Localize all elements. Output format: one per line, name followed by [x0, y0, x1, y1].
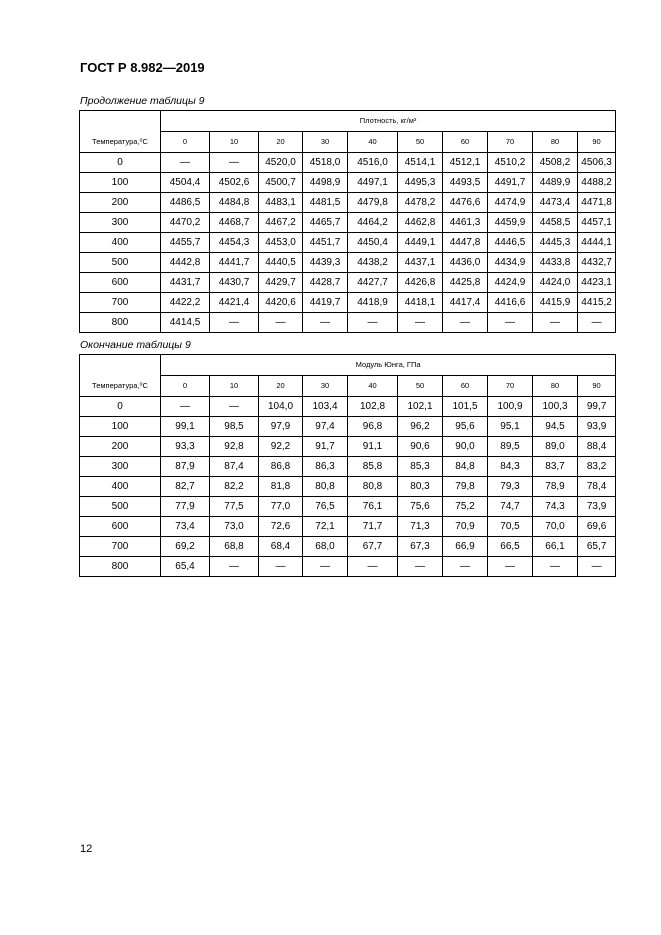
- table-row: [80, 417, 616, 437]
- value-cell: —: [443, 557, 488, 577]
- value-cell: 4502,6: [210, 173, 259, 193]
- row-temperature-cell: 600: [80, 517, 161, 537]
- value-cell: —: [259, 557, 303, 577]
- value-cell: 99,1: [161, 417, 210, 437]
- table-row: [80, 437, 616, 457]
- table-row: [80, 457, 616, 477]
- row-temperature-cell: 200: [80, 437, 161, 457]
- value-cell: 4421,4: [210, 293, 259, 313]
- row-temperature-cell: 400: [80, 233, 161, 253]
- value-cell: 71,7: [348, 517, 398, 537]
- value-cell: 95,6: [443, 417, 488, 437]
- value-cell: 4489,9: [533, 173, 578, 193]
- value-cell: 78,4: [578, 477, 616, 497]
- table-row: [80, 293, 616, 313]
- value-cell: 4484,8: [210, 193, 259, 213]
- column-header: 50: [398, 132, 443, 153]
- value-cell: —: [210, 153, 259, 173]
- value-cell: 91,1: [348, 437, 398, 457]
- column-header-row: [80, 132, 616, 153]
- value-cell: 4420,6: [259, 293, 303, 313]
- value-cell: 4427,7: [348, 273, 398, 293]
- table-row: [80, 497, 616, 517]
- value-cell: 83,2: [578, 457, 616, 477]
- density-table: [79, 110, 616, 333]
- value-cell: 4470,2: [161, 213, 210, 233]
- column-header: 20: [259, 132, 303, 153]
- value-cell: 4481,5: [303, 193, 348, 213]
- value-cell: 101,5: [443, 397, 488, 417]
- row-temperature-cell: 100: [80, 173, 161, 193]
- value-cell: 73,9: [578, 497, 616, 517]
- value-cell: 4474,9: [488, 193, 533, 213]
- column-header: 60: [443, 376, 488, 397]
- value-cell: 4442,8: [161, 253, 210, 273]
- row-temperature-cell: 800: [80, 313, 161, 333]
- value-cell: 4478,2: [398, 193, 443, 213]
- value-cell: 66,5: [488, 537, 533, 557]
- value-cell: 4431,7: [161, 273, 210, 293]
- value-cell: 4453,0: [259, 233, 303, 253]
- value-cell: 4457,1: [578, 213, 616, 233]
- value-cell: —: [210, 313, 259, 333]
- value-cell: 75,6: [398, 497, 443, 517]
- row-temperature-cell: 0: [80, 397, 161, 417]
- value-cell: 86,3: [303, 457, 348, 477]
- value-cell: 72,1: [303, 517, 348, 537]
- header-row: [80, 355, 616, 376]
- value-cell: 4439,3: [303, 253, 348, 273]
- value-cell: 70,0: [533, 517, 578, 537]
- column-header: 20: [259, 376, 303, 397]
- value-cell: —: [161, 397, 210, 417]
- value-cell: 4455,7: [161, 233, 210, 253]
- value-cell: 87,9: [161, 457, 210, 477]
- value-cell: 82,7: [161, 477, 210, 497]
- value-cell: 79,8: [443, 477, 488, 497]
- table-row: [80, 273, 616, 293]
- value-cell: 79,3: [488, 477, 533, 497]
- value-cell: 100,9: [488, 397, 533, 417]
- value-cell: 74,3: [533, 497, 578, 517]
- value-cell: 4414,5: [161, 313, 210, 333]
- value-cell: 94,5: [533, 417, 578, 437]
- value-cell: 4429,7: [259, 273, 303, 293]
- value-cell: 83,7: [533, 457, 578, 477]
- value-cell: 4417,4: [443, 293, 488, 313]
- value-cell: 4479,8: [348, 193, 398, 213]
- value-cell: 4483,1: [259, 193, 303, 213]
- value-cell: —: [398, 313, 443, 333]
- value-cell: 4423,1: [578, 273, 616, 293]
- value-cell: 4491,7: [488, 173, 533, 193]
- value-cell: 4495,3: [398, 173, 443, 193]
- column-header: 50: [398, 376, 443, 397]
- value-cell: 97,4: [303, 417, 348, 437]
- column-header: 60: [443, 132, 488, 153]
- value-cell: 90,0: [443, 437, 488, 457]
- row-temperature-cell: 600: [80, 273, 161, 293]
- document-header: ГОСТ Р 8.982—2019: [80, 60, 205, 75]
- value-cell: 104,0: [259, 397, 303, 417]
- value-cell: 4504,4: [161, 173, 210, 193]
- value-cell: 87,4: [210, 457, 259, 477]
- table-row: [80, 173, 616, 193]
- value-cell: —: [259, 313, 303, 333]
- value-cell: 4512,1: [443, 153, 488, 173]
- value-cell: —: [533, 313, 578, 333]
- value-cell: 67,3: [398, 537, 443, 557]
- value-cell: 103,4: [303, 397, 348, 417]
- value-cell: —: [578, 313, 616, 333]
- value-cell: 4516,0: [348, 153, 398, 173]
- row-temperature-cell: 700: [80, 293, 161, 313]
- table-row: [80, 477, 616, 497]
- value-cell: 4446,5: [488, 233, 533, 253]
- table-row: [80, 397, 616, 417]
- column-header: 90: [578, 132, 616, 153]
- value-cell: 66,9: [443, 537, 488, 557]
- table-row: [80, 517, 616, 537]
- column-header: 80: [533, 132, 578, 153]
- value-cell: 95,1: [488, 417, 533, 437]
- column-header: 80: [533, 376, 578, 397]
- value-cell: 4437,1: [398, 253, 443, 273]
- table-row: [80, 313, 616, 333]
- value-cell: 102,8: [348, 397, 398, 417]
- value-cell: 4418,9: [348, 293, 398, 313]
- value-cell: 4520,0: [259, 153, 303, 173]
- value-cell: 4464,2: [348, 213, 398, 233]
- column-header: 10: [210, 132, 259, 153]
- value-cell: 4459,9: [488, 213, 533, 233]
- column-header: 10: [210, 376, 259, 397]
- value-cell: 4467,2: [259, 213, 303, 233]
- value-cell: 4440,5: [259, 253, 303, 273]
- row-temperature-cell: 500: [80, 497, 161, 517]
- value-cell: —: [398, 557, 443, 577]
- value-cell: 91,7: [303, 437, 348, 457]
- value-cell: 65,7: [578, 537, 616, 557]
- value-cell: 4497,1: [348, 173, 398, 193]
- value-cell: 4468,7: [210, 213, 259, 233]
- value-cell: 96,2: [398, 417, 443, 437]
- column-header: 90: [578, 376, 616, 397]
- value-cell: 4441,7: [210, 253, 259, 273]
- value-cell: 4418,1: [398, 293, 443, 313]
- value-cell: —: [578, 557, 616, 577]
- value-cell: 4510,2: [488, 153, 533, 173]
- page-number: 12: [80, 843, 93, 855]
- value-cell: —: [348, 557, 398, 577]
- table-caption-density: Продолжение таблицы 9: [80, 95, 205, 107]
- value-cell: 93,9: [578, 417, 616, 437]
- temperature-header: Температура,⁰С: [80, 376, 161, 397]
- value-cell: 76,5: [303, 497, 348, 517]
- value-cell: 4419,7: [303, 293, 348, 313]
- value-cell: 88,4: [578, 437, 616, 457]
- value-cell: 4415,9: [533, 293, 578, 313]
- value-cell: 4433,8: [533, 253, 578, 273]
- value-cell: 4471,8: [578, 193, 616, 213]
- value-cell: 68,8: [210, 537, 259, 557]
- value-cell: 80,8: [303, 477, 348, 497]
- value-cell: 4430,7: [210, 273, 259, 293]
- value-cell: 4450,4: [348, 233, 398, 253]
- value-cell: 70,5: [488, 517, 533, 537]
- value-cell: 4444,1: [578, 233, 616, 253]
- value-cell: 4445,3: [533, 233, 578, 253]
- column-header-row: [80, 376, 616, 397]
- value-cell: 80,8: [348, 477, 398, 497]
- value-cell: 78,9: [533, 477, 578, 497]
- value-cell: 67,7: [348, 537, 398, 557]
- row-temperature-cell: 0: [80, 153, 161, 173]
- youngs-modulus-table: [79, 354, 616, 577]
- value-cell: 68,0: [303, 537, 348, 557]
- value-cell: 100,3: [533, 397, 578, 417]
- header-corner-cell: [80, 355, 161, 376]
- value-cell: —: [161, 153, 210, 173]
- value-cell: 70,9: [443, 517, 488, 537]
- column-header: 70: [488, 376, 533, 397]
- table-row: [80, 253, 616, 273]
- value-cell: —: [303, 313, 348, 333]
- value-cell: 75,2: [443, 497, 488, 517]
- value-cell: —: [210, 397, 259, 417]
- value-cell: 4447,8: [443, 233, 488, 253]
- row-temperature-cell: 500: [80, 253, 161, 273]
- value-cell: 85,3: [398, 457, 443, 477]
- value-cell: 102,1: [398, 397, 443, 417]
- column-header: 40: [348, 132, 398, 153]
- value-cell: 4465,7: [303, 213, 348, 233]
- value-cell: 4518,0: [303, 153, 348, 173]
- value-cell: 82,2: [210, 477, 259, 497]
- value-cell: 4498,9: [303, 173, 348, 193]
- value-cell: 4449,1: [398, 233, 443, 253]
- value-cell: 69,2: [161, 537, 210, 557]
- table-row: [80, 193, 616, 213]
- value-cell: 80,3: [398, 477, 443, 497]
- value-cell: —: [443, 313, 488, 333]
- column-header: 0: [161, 132, 210, 153]
- value-cell: 4432,7: [578, 253, 616, 273]
- column-header: 30: [303, 376, 348, 397]
- row-temperature-cell: 300: [80, 213, 161, 233]
- column-header: 0: [161, 376, 210, 397]
- row-temperature-cell: 700: [80, 537, 161, 557]
- value-cell: 77,5: [210, 497, 259, 517]
- value-cell: 4461,3: [443, 213, 488, 233]
- value-cell: 96,8: [348, 417, 398, 437]
- table-row: [80, 213, 616, 233]
- row-temperature-cell: 800: [80, 557, 161, 577]
- row-temperature-cell: 100: [80, 417, 161, 437]
- header-row: [80, 111, 616, 132]
- value-cell: 71,3: [398, 517, 443, 537]
- value-cell: 4488,2: [578, 173, 616, 193]
- value-cell: —: [303, 557, 348, 577]
- table-row: [80, 233, 616, 253]
- value-cell: 89,5: [488, 437, 533, 457]
- value-cell: 4454,3: [210, 233, 259, 253]
- value-cell: 72,6: [259, 517, 303, 537]
- value-cell: 4436,0: [443, 253, 488, 273]
- value-cell: 68,4: [259, 537, 303, 557]
- value-cell: —: [488, 557, 533, 577]
- table-row: [80, 153, 616, 173]
- value-cell: 4424,0: [533, 273, 578, 293]
- table-row: [80, 557, 616, 577]
- value-cell: 4473,4: [533, 193, 578, 213]
- row-temperature-cell: 400: [80, 477, 161, 497]
- value-cell: 89,0: [533, 437, 578, 457]
- value-cell: 86,8: [259, 457, 303, 477]
- value-cell: 69,6: [578, 517, 616, 537]
- value-cell: —: [348, 313, 398, 333]
- value-cell: 66,1: [533, 537, 578, 557]
- value-cell: 98,5: [210, 417, 259, 437]
- value-cell: 4451,7: [303, 233, 348, 253]
- quantity-header: Плотность, кг/м³: [161, 111, 616, 132]
- value-cell: 99,7: [578, 397, 616, 417]
- value-cell: 84,8: [443, 457, 488, 477]
- table-caption-modulus: Окончание таблицы 9: [80, 339, 191, 351]
- value-cell: 4476,6: [443, 193, 488, 213]
- value-cell: 4506,3: [578, 153, 616, 173]
- value-cell: 4416,6: [488, 293, 533, 313]
- value-cell: 4426,8: [398, 273, 443, 293]
- value-cell: —: [210, 557, 259, 577]
- value-cell: 74,7: [488, 497, 533, 517]
- value-cell: 4434,9: [488, 253, 533, 273]
- temperature-header: Температура,⁰С: [80, 132, 161, 153]
- value-cell: 4500,7: [259, 173, 303, 193]
- value-cell: 4428,7: [303, 273, 348, 293]
- value-cell: 77,0: [259, 497, 303, 517]
- row-temperature-cell: 200: [80, 193, 161, 213]
- value-cell: 93,3: [161, 437, 210, 457]
- value-cell: 81,8: [259, 477, 303, 497]
- column-header: 30: [303, 132, 348, 153]
- value-cell: 76,1: [348, 497, 398, 517]
- column-header: 70: [488, 132, 533, 153]
- row-temperature-cell: 300: [80, 457, 161, 477]
- value-cell: 84,3: [488, 457, 533, 477]
- value-cell: 73,4: [161, 517, 210, 537]
- value-cell: —: [488, 313, 533, 333]
- header-corner-cell: [80, 111, 161, 132]
- value-cell: 73,0: [210, 517, 259, 537]
- value-cell: 4508,2: [533, 153, 578, 173]
- value-cell: 4514,1: [398, 153, 443, 173]
- value-cell: 97,9: [259, 417, 303, 437]
- value-cell: 92,8: [210, 437, 259, 457]
- value-cell: 4425,8: [443, 273, 488, 293]
- value-cell: 92,2: [259, 437, 303, 457]
- value-cell: 4486,5: [161, 193, 210, 213]
- value-cell: 4424,9: [488, 273, 533, 293]
- value-cell: 90,6: [398, 437, 443, 457]
- value-cell: 4462,8: [398, 213, 443, 233]
- value-cell: 4422,2: [161, 293, 210, 313]
- table-row: [80, 537, 616, 557]
- value-cell: 4415,2: [578, 293, 616, 313]
- value-cell: 77,9: [161, 497, 210, 517]
- value-cell: —: [533, 557, 578, 577]
- value-cell: 4438,2: [348, 253, 398, 273]
- value-cell: 65,4: [161, 557, 210, 577]
- value-cell: 4458,5: [533, 213, 578, 233]
- quantity-header: Модуль Юнга, ГПа: [161, 355, 616, 376]
- value-cell: 4493,5: [443, 173, 488, 193]
- column-header: 40: [348, 376, 398, 397]
- value-cell: 85,8: [348, 457, 398, 477]
